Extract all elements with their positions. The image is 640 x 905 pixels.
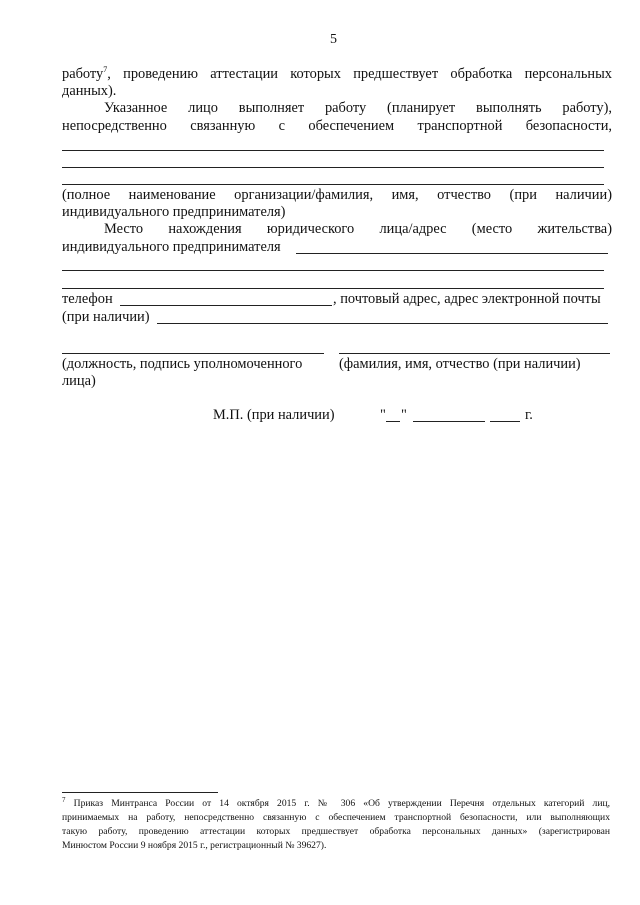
- footnote-reference: 7: [103, 65, 108, 75]
- paragraph-2-line-1: Указанное лицо выполняет работу (планирует выполнять работу),: [104, 100, 612, 116]
- postal-email-fill-line[interactable]: [157, 323, 608, 324]
- paragraph-1-line-1: [62, 66, 612, 83]
- organization-fill-line-2[interactable]: [62, 167, 604, 168]
- footnote-line-1: [62, 797, 610, 811]
- date-quote-close: ": [401, 407, 407, 423]
- paragraph-1-line-2: данных).: [62, 83, 117, 99]
- date-quote-open: ": [380, 407, 386, 423]
- footnote-mark: 7: [62, 795, 66, 804]
- location-fill-line-3[interactable]: [62, 288, 604, 289]
- location-fill-line-2[interactable]: [62, 270, 604, 271]
- date-year-suffix: г.: [525, 407, 533, 423]
- date-year-fill-line[interactable]: [490, 421, 520, 422]
- position-signature-caption-line-1: (должность, подпись уполномоченного: [62, 356, 303, 372]
- footnote-line-2: принимаемых на работу, непосредственно связанную с обеспечением транспортной безопасности, или выполняющих: [62, 812, 610, 823]
- paragraph-2-line-2: непосредственно связанную с обеспечением транспортной безопасности,: [62, 118, 612, 134]
- organization-caption-line-2: индивидуального предпринимателя): [62, 204, 286, 220]
- location-fill-line-1[interactable]: [296, 253, 608, 254]
- location-line-2: индивидуального предпринимателя: [62, 239, 281, 255]
- full-name-caption: (фамилия, имя, отчество (при наличии): [339, 356, 581, 372]
- paragraph-1-line-1-rest: , проведению аттестации которых предшествует обработка персональных: [107, 66, 612, 82]
- organization-fill-line-1[interactable]: [62, 150, 604, 151]
- organization-fill-line-3[interactable]: [62, 184, 604, 185]
- date-day-fill-line[interactable]: [386, 421, 400, 422]
- footnote-line-3: такую работу, проведению аттестации которых предшествует обработка персональных данных» (зарегистрирован: [62, 826, 610, 837]
- organization-caption-line-1: (полное наименование организации/фамилия, имя, отчество (при наличии): [62, 187, 612, 203]
- position-signature-caption-line-2: лица): [62, 373, 96, 389]
- position-signature-fill-line[interactable]: [62, 353, 324, 354]
- footnote-separator: [62, 792, 218, 793]
- footnote-line-4: Минюстом России 9 ноября 2015 г., регистрационный № 39627).: [62, 840, 327, 851]
- postal-email-label: , почтовый адрес, адрес электронной почты: [333, 291, 601, 307]
- if-any-label: (при наличии): [62, 309, 150, 325]
- full-name-fill-line[interactable]: [339, 353, 610, 354]
- footnote-line-1-text: Приказ Минтранса России от 14 октября 2015 г. № 306 «Об утверждении Перечня отдельных категорий лиц,: [73, 798, 610, 809]
- date-month-fill-line[interactable]: [413, 421, 485, 422]
- page-number: 5: [330, 32, 337, 47]
- phone-fill-line[interactable]: [120, 305, 332, 306]
- location-line-1: Место нахождения юридического лица/адрес (место жительства): [104, 221, 612, 237]
- phone-label: телефон: [62, 291, 113, 307]
- stamp-label: М.П. (при наличии): [213, 407, 335, 423]
- paragraph-1-line-1-prefix: работу: [62, 66, 104, 82]
